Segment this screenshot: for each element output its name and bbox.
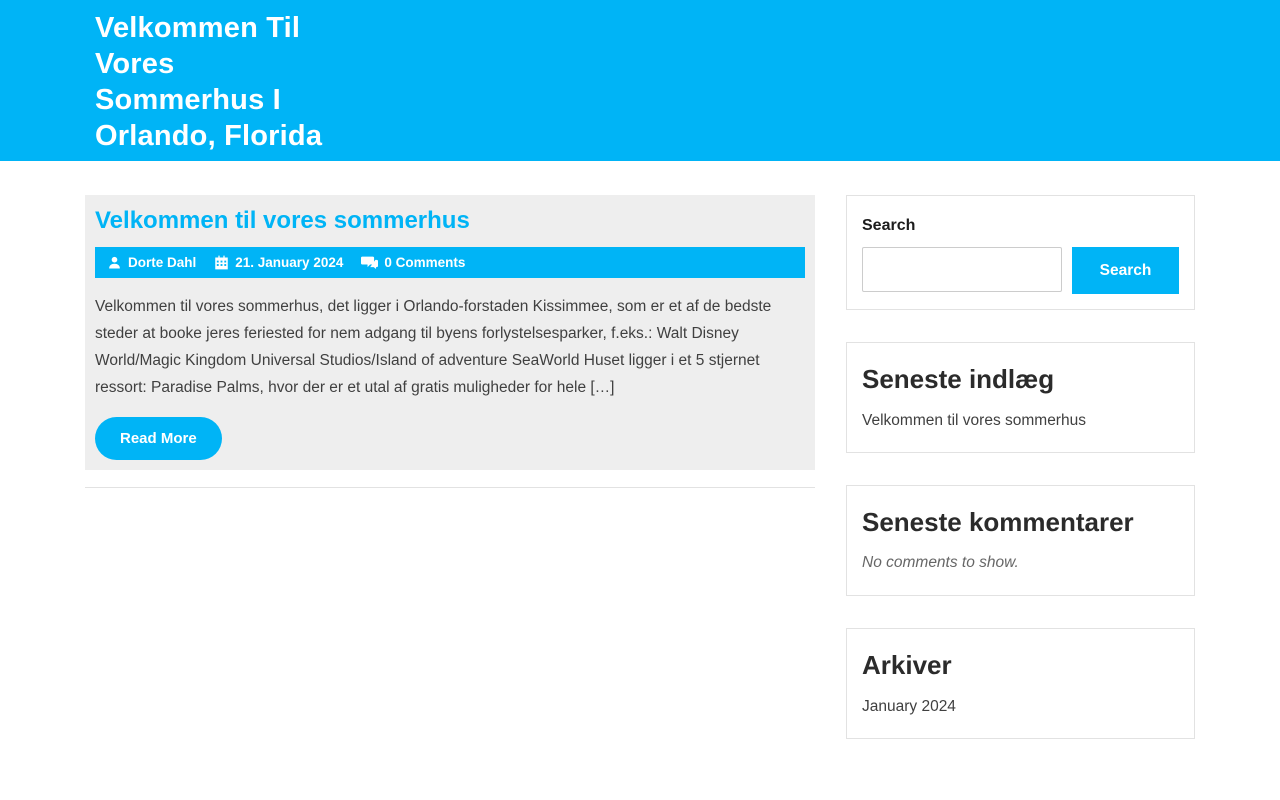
recent-posts-widget	[846, 342, 1195, 453]
search-input[interactable]	[862, 247, 1062, 292]
search-button[interactable]: Search	[1072, 247, 1179, 294]
page-content	[85, 195, 1195, 771]
site-title-line: Sommerhus I	[95, 84, 281, 116]
site-title-line: Orlando, Florida	[95, 120, 323, 152]
post-meta-bar	[95, 247, 805, 278]
main-column	[85, 195, 815, 488]
post-comments[interactable]	[361, 255, 465, 270]
site-header	[0, 0, 1280, 161]
recent-posts-list	[862, 411, 1179, 431]
read-more-button[interactable]: Read More	[95, 417, 222, 460]
post-date-label: 21. January 2024	[235, 255, 344, 270]
no-comments-message: No comments to show.	[862, 554, 1019, 571]
archives-title: Arkiver	[862, 650, 952, 680]
post-card	[85, 195, 815, 470]
speech-bubbles-icon	[361, 255, 378, 270]
archive-link[interactable]: January 2024	[862, 698, 956, 715]
site-title-line: Vores	[95, 48, 175, 80]
calendar-icon	[214, 255, 229, 270]
search-label: Search	[862, 217, 916, 234]
post-author[interactable]	[107, 255, 196, 270]
post-divider	[85, 487, 815, 488]
post-author-label: Dorte Dahl	[128, 255, 197, 270]
recent-posts-title: Seneste indlæg	[862, 364, 1055, 394]
post-title-link[interactable]: Velkommen til vores sommerhus	[95, 207, 470, 234]
post-date[interactable]	[214, 255, 343, 270]
search-widget	[846, 195, 1195, 310]
list-item	[862, 411, 1179, 431]
person-icon	[107, 255, 122, 270]
recent-comments-title: Seneste kommentarer	[862, 507, 1134, 537]
recent-post-link[interactable]: Velkommen til vores sommerhus	[862, 412, 1086, 429]
archives-list	[862, 697, 1179, 717]
site-title[interactable]	[0, 0, 1280, 154]
archives-widget	[846, 628, 1195, 739]
site-title-line: Velkommen Til	[95, 12, 301, 44]
post-excerpt: Velkommen til vores sommerhus, det ligger i Orlando-forstaden Kissimmee, som er et af de bedste steder at booke jeres feriested for nem adgang til byens forlystelsesparker, f.eks.: Walt Disney World/Magic Kingdom Universal Studios/Island of adventure SeaWorld Huset ligger i et 5 stjernet ressort: Paradise Palms, hvor der er et utal af gratis muligheder for hele […]	[95, 298, 772, 396]
sidebar	[846, 195, 1195, 771]
list-item	[862, 697, 1179, 717]
search-row	[862, 247, 1179, 294]
recent-comments-widget	[846, 485, 1195, 596]
post-comments-label: 0 Comments	[384, 255, 466, 270]
